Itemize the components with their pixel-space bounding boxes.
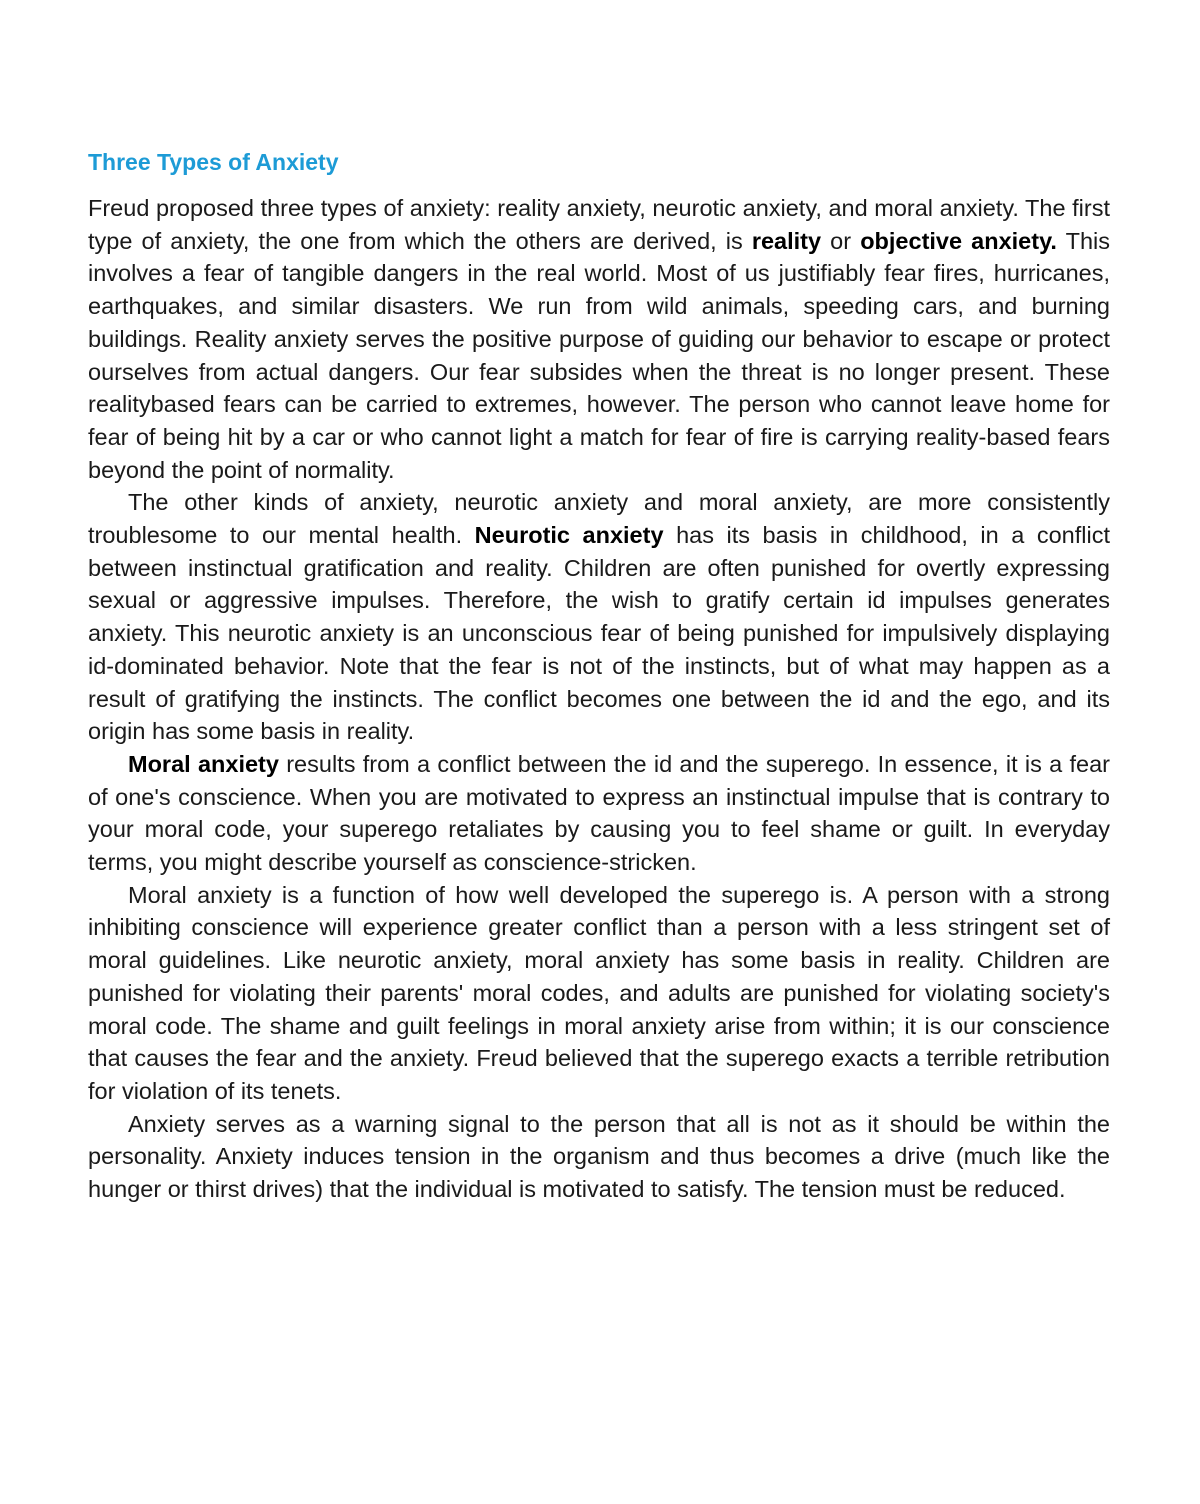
- paragraph-text: results from a conflict between the id and the superego. In essence, it is a fear of one's conscience. When you are motivated to express an instinctual impulse that is contrary to your moral code, your superego retaliates by causing you to feel shame or guilt. In everyday terms, you might describe yourself as conscience-stricken.: [88, 750, 1110, 876]
- term-objective-anxiety: objective anxiety.: [860, 227, 1057, 254]
- paragraph-anxiety-warning-signal: [88, 1108, 1110, 1206]
- paragraph-text: The other kinds of anxiety, neurotic anxiety and moral anxiety, are more consistently troublesome to our mental health.: [88, 489, 1110, 549]
- term-moral-anxiety: Moral anxiety: [128, 750, 279, 777]
- term-neurotic-anxiety: Neurotic anxiety: [474, 522, 664, 549]
- paragraph-text: or: [821, 227, 861, 254]
- paragraph-text: has its basis in childhood, in a conflict between instinctual gratification and reality. Children are often punished for overtly expressing sexual or aggressive impulses. Therefore, the wish to gratify certain id impulses generates anxiety. This neurotic anxiety is an unconscious fear of being punished for impulsively displaying id-dominated behavior. Note that the fear is not of the instincts, but of what may happen as a result of gratifying the instincts. The conflict becomes one between the id and the ego, and its origin has some basis in reality.: [88, 522, 1111, 745]
- paragraph-moral-anxiety-superego: [88, 879, 1110, 1108]
- term-reality: reality: [751, 227, 822, 254]
- paragraph-text: Anxiety serves as a warning signal to the person that all is not as it should be within the personality. Anxiety induces tension in the organism and thus becomes a drive (much like the hunger or thirst drives) that the individual is motivated to satisfy. The tension must be reduced.: [88, 1110, 1110, 1203]
- paragraph-reality-anxiety: [88, 192, 1110, 486]
- paragraph-text: Freud proposed three types of anxiety: reality anxiety, neurotic anxiety, and moral anxiety. The first type of anxiety, the one from which the others are derived, is: [88, 195, 1110, 254]
- paragraph-text: This involves a fear of tangible dangers in the real world. Most of us justifiably fear fires, hurricanes, earthquakes, and similar disasters. We run from wild animals, speeding cars, and burning buildings. Reality anxiety serves the positive purpose of guiding our behavior to escape or protect ourselves from actual dangers. Our fear subsides when the threat is no longer present. These realitybased fears can be carried to extremes, however. The person who cannot leave home for fear of being hit by a car or who cannot light a match for fear of fire is carrying reality-based fears beyond the point of normality.: [88, 227, 1110, 483]
- paragraph-neurotic-anxiety: [88, 486, 1110, 748]
- paragraph-moral-anxiety: [88, 748, 1110, 879]
- section-heading: Three Types of Anxiety: [88, 149, 339, 175]
- paragraph-text: Moral anxiety is a function of how well developed the superego is. A person with a strong inhibiting conscience will experience greater conflict than a person with a less stringent set of moral guidelines. Like neurotic anxiety, moral anxiety has some basis in reality. Children are punished for violating their parents' moral codes, and adults are punished for violating society's moral code. The shame and guilt feelings in moral anxiety arise from within; it is our conscience that causes the fear and the anxiety. Freud believed that the superego exacts a terrible retribution for violation of its tenets.: [88, 881, 1110, 1104]
- document-page: [88, 146, 1110, 1206]
